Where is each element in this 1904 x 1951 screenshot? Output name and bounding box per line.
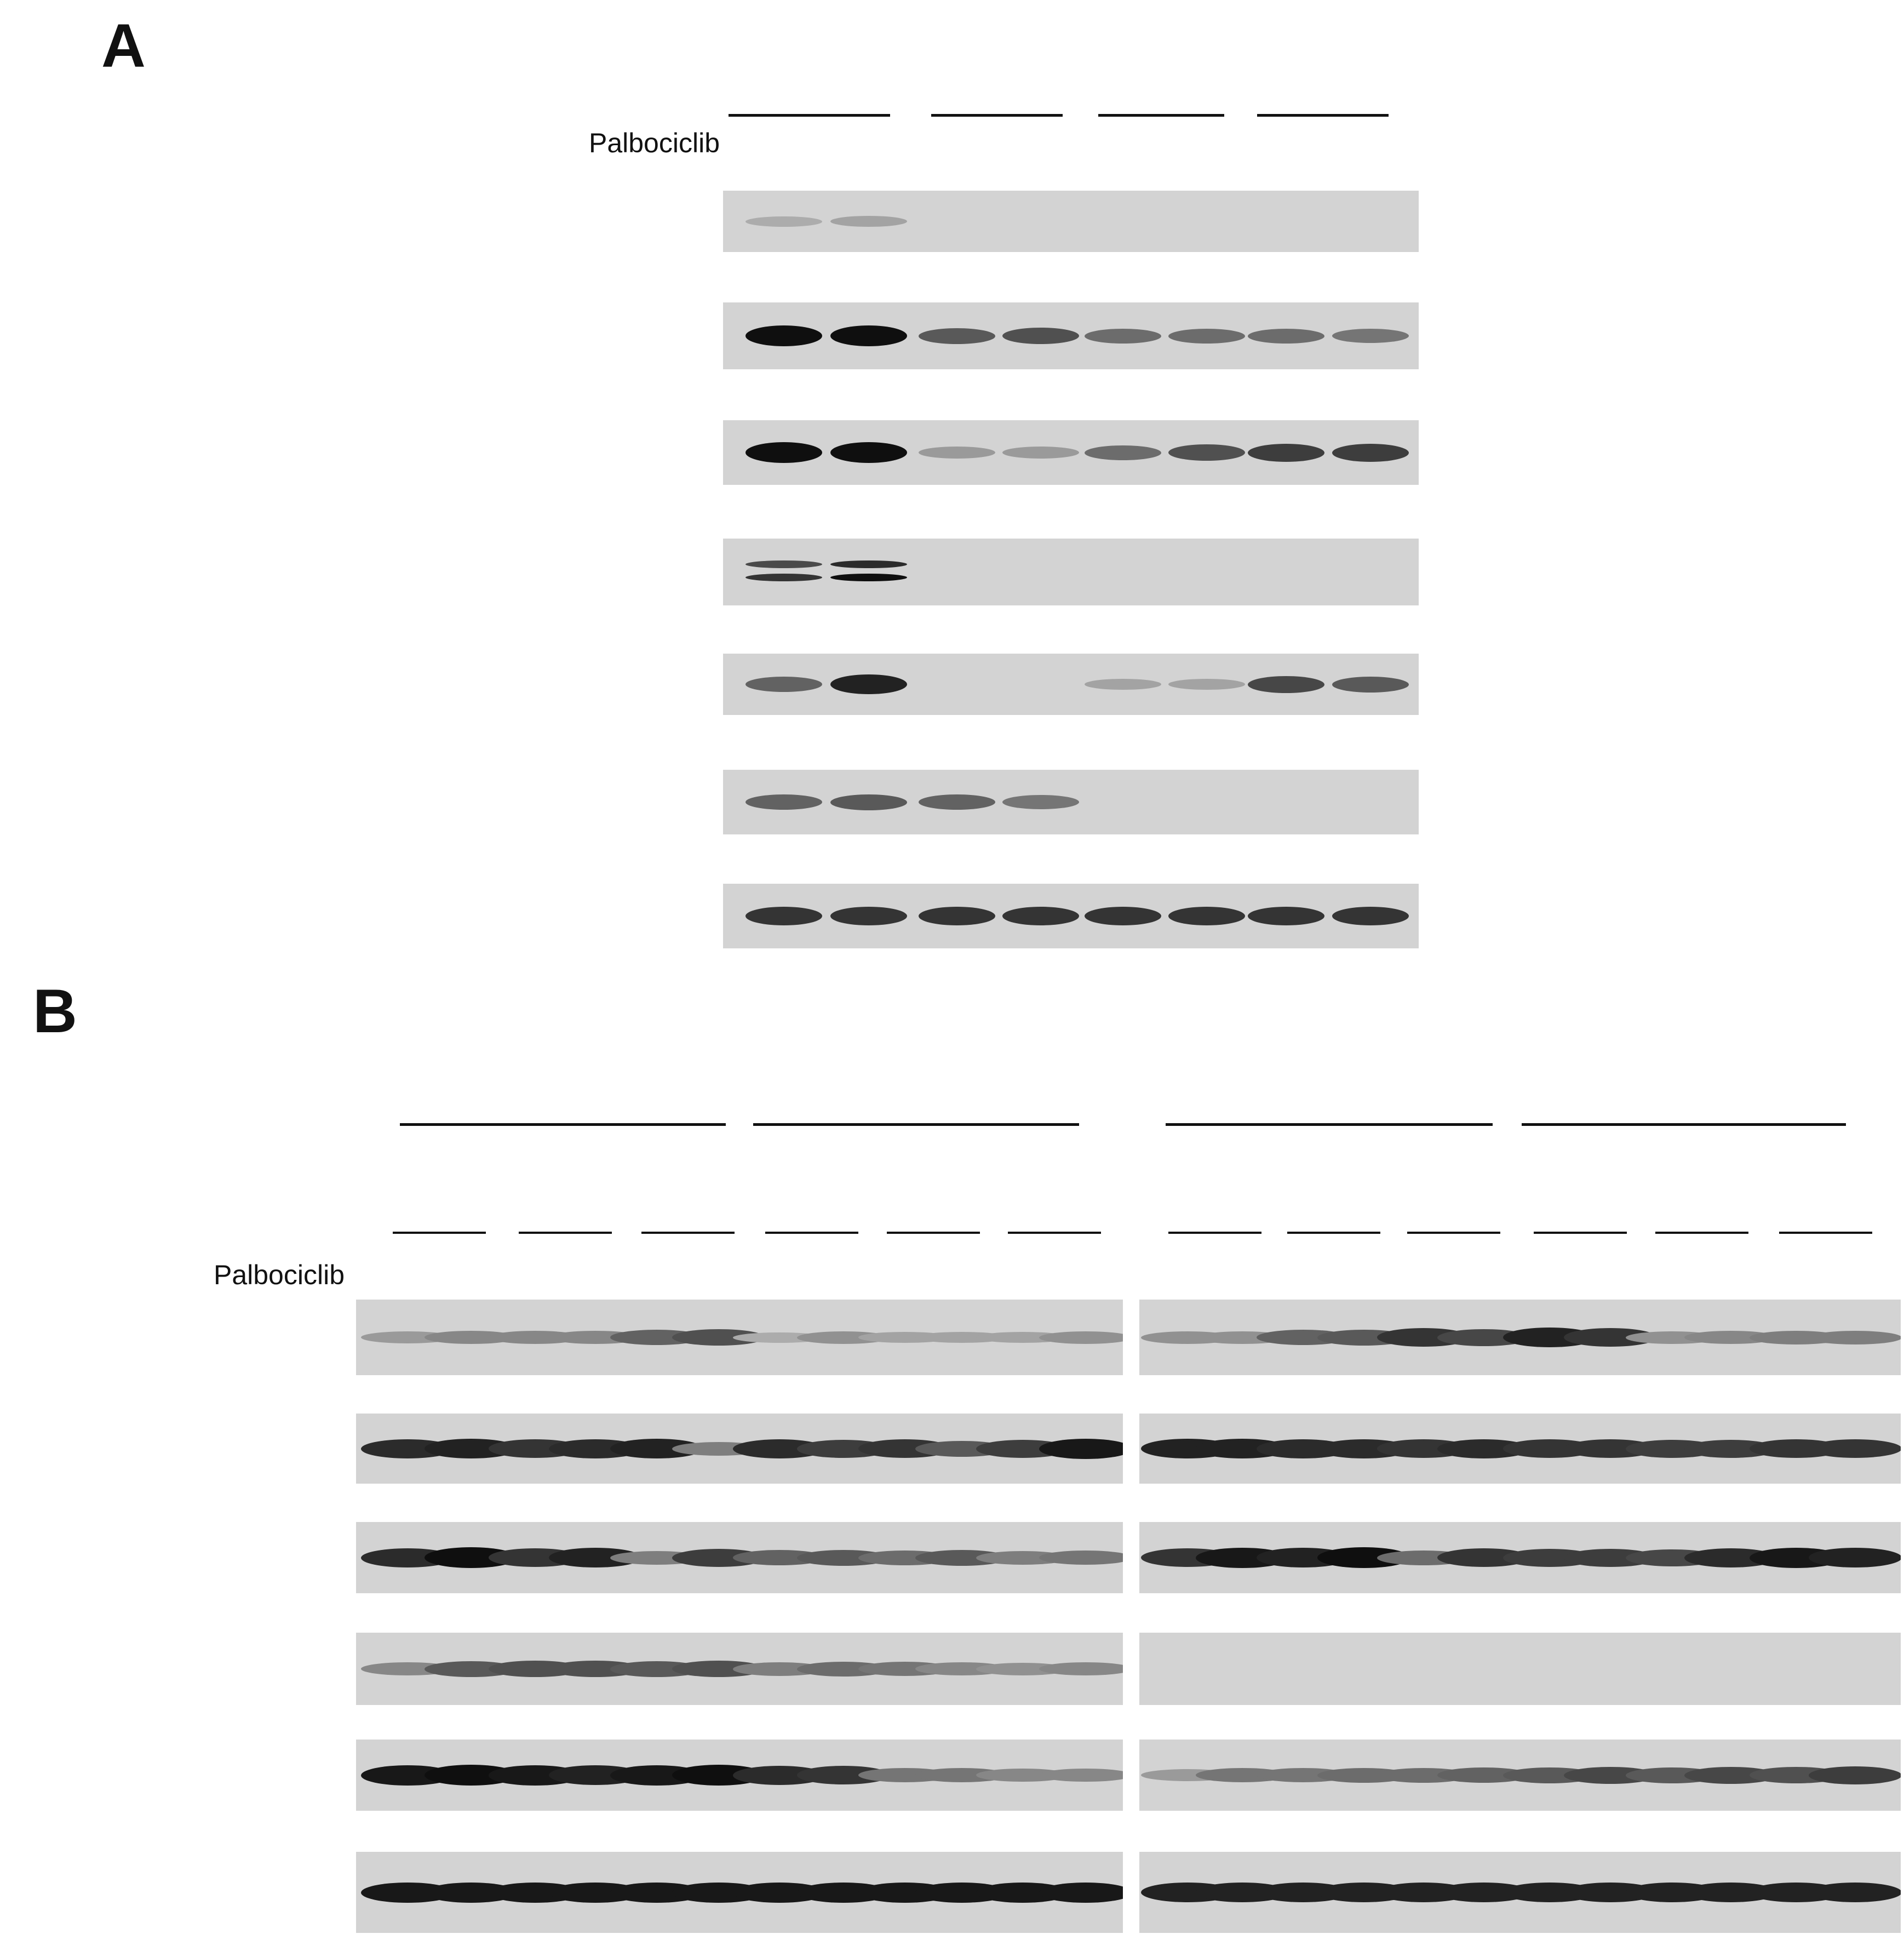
blot-band: [1002, 328, 1079, 344]
panel-b-left-blot: [356, 1522, 1123, 1593]
panel-a-group-underline: [1098, 114, 1224, 117]
panel-b-right-blot: [1139, 1633, 1901, 1705]
panel-a-group-underline: [729, 114, 890, 117]
panel-b-letter: B: [33, 977, 77, 1045]
blot-band: [1809, 1883, 1901, 1902]
panel-a-treatment-label: Palbociclib: [588, 128, 720, 158]
blot-band: [745, 216, 822, 227]
panel-b-condition-underline: [1534, 1232, 1627, 1234]
panel-b-condition-underline: [765, 1232, 858, 1234]
panel-a-blot: [723, 191, 1419, 252]
panel-b-condition-underline: [1168, 1232, 1261, 1234]
panel-b-condition-underline: [641, 1232, 735, 1234]
blot-band: [1332, 444, 1409, 462]
panel-b-condition-underline: [1008, 1232, 1101, 1234]
panel-b-left-blot: [356, 1633, 1123, 1705]
panel-b-right-blot: [1139, 1300, 1901, 1375]
panel-a-group-underline: [931, 114, 1063, 117]
blot-band: [830, 907, 907, 925]
panel-b-condition-underline: [1779, 1232, 1872, 1234]
panel-b-condition-underline: [1655, 1232, 1748, 1234]
blot-band: [830, 325, 907, 346]
panel-a-blot: [723, 539, 1419, 605]
blot-band: [1168, 907, 1245, 925]
panel-b-right-blot: [1139, 1740, 1901, 1811]
blot-band: [1039, 1331, 1123, 1344]
blot-band: [919, 794, 995, 810]
blot-band: [745, 907, 822, 925]
panel-a-group-underline: [1257, 114, 1389, 117]
blot-band: [919, 447, 995, 459]
blot-band: [1085, 445, 1161, 460]
panel-b-group-underline: [1522, 1123, 1846, 1126]
blot-band: [1332, 677, 1409, 693]
blot-band: [830, 794, 907, 810]
panel-a-letter: A: [101, 12, 146, 80]
blot-band: [1002, 907, 1079, 925]
blot-band: [1168, 329, 1245, 344]
panel-b-treatment-label: Palbociclib: [213, 1260, 345, 1290]
blot-band: [745, 794, 822, 810]
panel-b-condition-underline: [1287, 1232, 1380, 1234]
blot-band: [745, 574, 822, 581]
blot-band: [1039, 1439, 1123, 1459]
panel-b-group-underline: [1166, 1123, 1493, 1126]
panel-b-condition-underline: [393, 1232, 486, 1234]
panel-a-blot: [723, 302, 1419, 369]
panel-b-left-blot: [356, 1300, 1123, 1375]
panel-b-right-blot: [1139, 1852, 1901, 1933]
blot-band: [1168, 444, 1245, 461]
blot-band: [830, 574, 907, 581]
blot-band: [830, 216, 907, 227]
blot-band: [1168, 679, 1245, 690]
panel-a-blot: [723, 884, 1419, 948]
blot-band: [919, 328, 995, 344]
panel-a-blot: [723, 770, 1419, 834]
blot-band: [745, 442, 822, 463]
blot-band: [1085, 329, 1161, 344]
blot-band: [1002, 447, 1079, 459]
blot-band: [1248, 907, 1324, 925]
panel-b-left-blot: [356, 1740, 1123, 1811]
panel-a-blot: [723, 420, 1419, 485]
panel-b-group-underline: [753, 1123, 1079, 1126]
blot-band: [745, 325, 822, 346]
panel-b-condition-underline: [1407, 1232, 1500, 1234]
blot-band: [1809, 1548, 1901, 1567]
panel-b-condition-underline: [887, 1232, 980, 1234]
blot-band: [1809, 1331, 1901, 1344]
panel-a-blot: [723, 654, 1419, 715]
blot-band: [830, 442, 907, 463]
blot-band: [1085, 907, 1161, 925]
blot-band: [1248, 676, 1324, 693]
panel-b-left-blot: [356, 1852, 1123, 1933]
panel-b-condition-underline: [519, 1232, 612, 1234]
blot-band: [1085, 679, 1161, 690]
blot-band: [1002, 795, 1079, 809]
blot-band: [1809, 1766, 1901, 1784]
blot-band: [1809, 1439, 1901, 1458]
blot-band: [830, 560, 907, 568]
blot-band: [1332, 907, 1409, 925]
blot-band: [919, 907, 995, 925]
blot-band: [1248, 329, 1324, 344]
blot-band: [1248, 444, 1324, 462]
blot-band: [1332, 329, 1409, 343]
panel-b-right-blot: [1139, 1522, 1901, 1593]
blot-band: [745, 560, 822, 568]
panel-b-right-blot: [1139, 1414, 1901, 1484]
blot-band: [830, 674, 907, 694]
panel-b-left-blot: [356, 1414, 1123, 1484]
blot-band: [745, 677, 822, 692]
panel-b-group-underline: [400, 1123, 726, 1126]
